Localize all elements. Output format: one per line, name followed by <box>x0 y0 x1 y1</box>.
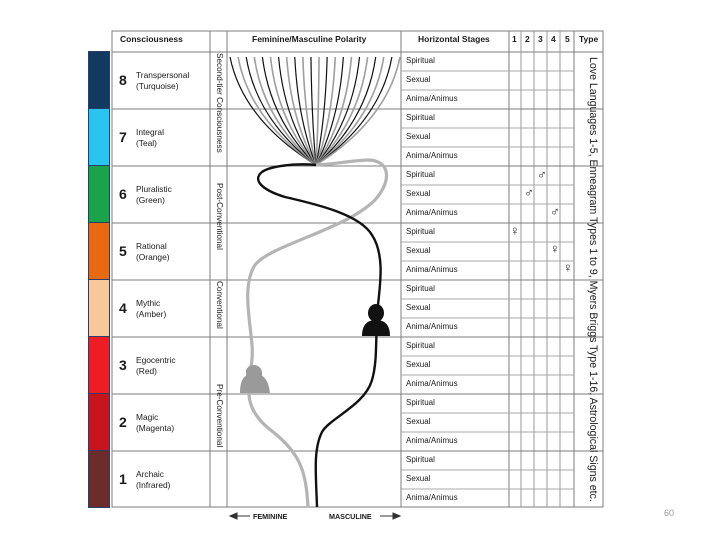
level-name: Pluralistic <box>136 184 172 194</box>
level-name: Rational <box>136 241 167 251</box>
sub-stage-label: Sexual <box>406 303 431 312</box>
swatch-level-7 <box>88 108 110 166</box>
swatch-level-1 <box>88 450 110 508</box>
sub-stage-label: Sexual <box>406 132 431 141</box>
sub-stage-label: Anima/Animus <box>406 265 458 274</box>
col-5-header: 5 <box>565 34 570 44</box>
female-symbol-icon: ♀ <box>550 241 560 256</box>
level-number: 4 <box>119 300 127 316</box>
level-number: 6 <box>119 186 127 202</box>
masculine-figure-icon <box>362 304 390 336</box>
male-symbol-icon: ♂ <box>537 167 547 182</box>
horizontal-stages-header: Horizontal Stages <box>418 34 490 44</box>
level-number: 5 <box>119 243 127 259</box>
swatch-level-5 <box>88 222 110 280</box>
level-color-name: (Red) <box>136 366 157 376</box>
level-number: 7 <box>119 129 127 145</box>
swatch-level-4 <box>88 279 110 337</box>
level-color-name: (Amber) <box>136 309 167 319</box>
level-number: 2 <box>119 414 127 430</box>
col-1-header: 1 <box>512 34 517 44</box>
sub-stage-label: Spiritual <box>406 227 435 236</box>
type-header: Type <box>579 34 599 44</box>
male-symbol-icon: ♂ <box>524 185 534 200</box>
sub-stage-label: Spiritual <box>406 455 435 464</box>
level-color-name: (Turquoise) <box>136 81 179 91</box>
sub-stage-label: Anima/Animus <box>406 493 458 502</box>
page-number: 60 <box>664 508 675 518</box>
col-4-header: 4 <box>551 34 556 44</box>
level-color-name: (Green) <box>136 195 165 205</box>
consciousness-header: Consciousness <box>120 34 183 44</box>
swatch-level-6 <box>88 165 110 223</box>
level-color-name: (Infrared) <box>136 480 171 490</box>
level-color-name: (Orange) <box>136 252 170 262</box>
masculine-axis-label: MASCULINE <box>329 512 372 521</box>
female-symbol-icon: ♀ <box>510 223 520 238</box>
sub-stage-label: Anima/Animus <box>406 322 458 331</box>
level-number: 3 <box>119 357 127 373</box>
tier-label-post-conventional: Post-Conventional <box>215 183 224 250</box>
sub-stage-label: Spiritual <box>406 284 435 293</box>
type-description: Love Languages 1-5, Enneagram Types 1 to 9, Myers Briggs Type 1-16, Astrological Signs etc. <box>587 57 599 502</box>
sub-stage-label: Sexual <box>406 189 431 198</box>
col-3-header: 3 <box>538 34 543 44</box>
sub-stage-label: Spiritual <box>406 113 435 122</box>
sub-stage-label: Sexual <box>406 417 431 426</box>
level-name: Mythic <box>136 298 161 308</box>
feminine-axis-label: FEMININE <box>253 512 288 521</box>
swatch-level-2 <box>88 393 110 451</box>
tier-label-conventional: Conventional <box>215 281 224 329</box>
tier-label-second-tier: Second-tier Consciousness <box>215 53 224 153</box>
sub-stage-label: Sexual <box>406 360 431 369</box>
sub-stage-label: Spiritual <box>406 170 435 179</box>
level-name: Transpersonal <box>136 70 190 80</box>
sub-stage-label: Anima/Animus <box>406 436 458 445</box>
level-color-name: (Magenta) <box>136 423 175 433</box>
tier-label-pre-conventional: Pre-Conventional <box>215 384 224 448</box>
sub-stage-label: Sexual <box>406 75 431 84</box>
sub-stage-label: Anima/Animus <box>406 208 458 217</box>
swatch-level-8 <box>88 51 110 109</box>
polarity-header: Feminine/Masculine Polarity <box>252 34 367 44</box>
sub-stage-label: Anima/Animus <box>406 379 458 388</box>
swatch-level-3 <box>88 336 110 394</box>
sub-stage-label: Sexual <box>406 474 431 483</box>
table-frame <box>112 31 603 507</box>
male-symbol-icon: ♂ <box>550 204 560 219</box>
level-color-name: (Teal) <box>136 138 157 148</box>
sub-stage-label: Spiritual <box>406 398 435 407</box>
polarity-curves <box>230 57 400 507</box>
sub-stage-label: Spiritual <box>406 56 435 65</box>
level-name: Integral <box>136 127 164 137</box>
feminine-figure-icon <box>240 365 270 393</box>
sub-stage-label: Anima/Animus <box>406 94 458 103</box>
sub-stage-label: Sexual <box>406 246 431 255</box>
level-number: 8 <box>119 72 127 88</box>
level-name: Archaic <box>136 469 164 479</box>
level-name: Magic <box>136 412 159 422</box>
level-number: 1 <box>119 471 127 487</box>
col-2-header: 2 <box>525 34 530 44</box>
level-name: Egocentric <box>136 355 176 365</box>
sub-stage-label: Anima/Animus <box>406 151 458 160</box>
sub-stage-label: Spiritual <box>406 341 435 350</box>
female-symbol-icon: ♀ <box>563 260 573 275</box>
